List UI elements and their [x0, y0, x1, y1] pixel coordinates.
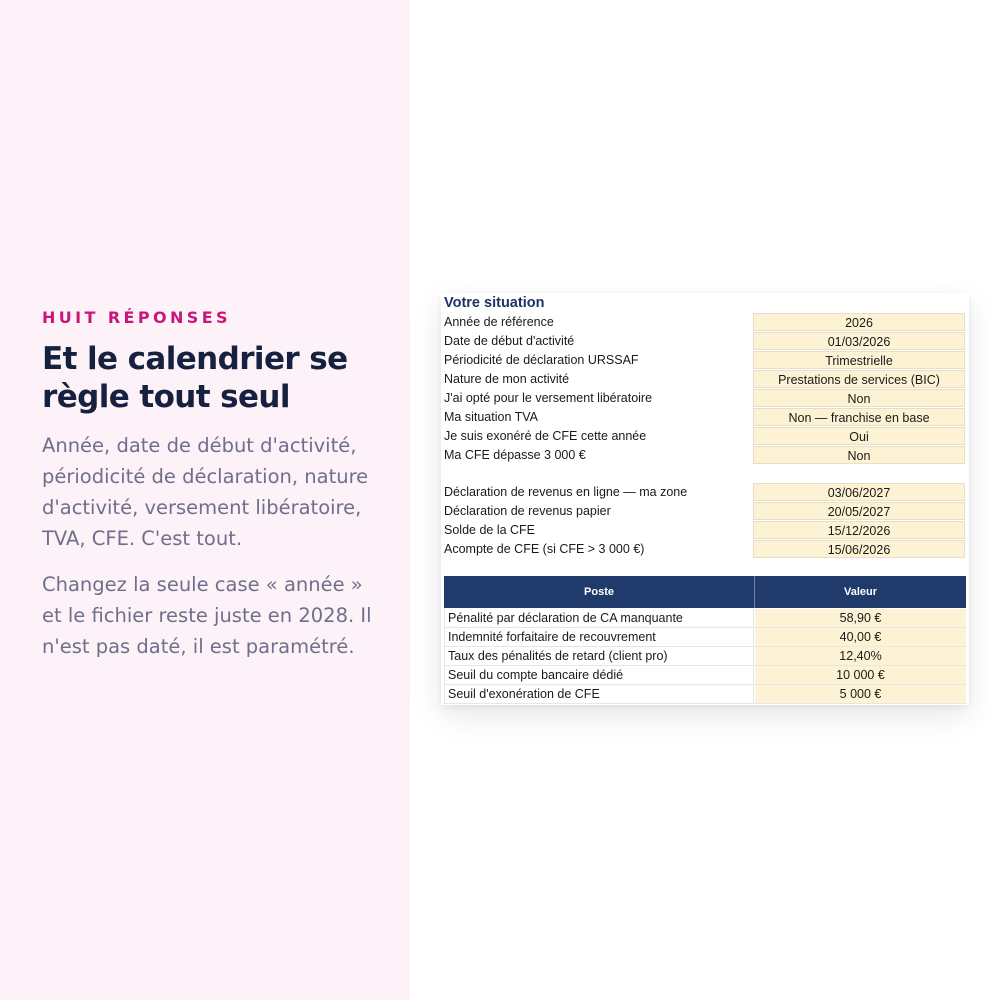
date-label: Solde de la CFE — [444, 523, 536, 537]
date-value-cell[interactable]: 20/05/2027 — [753, 502, 965, 520]
valeur-cell[interactable]: 10 000 € — [755, 666, 966, 684]
situation-row — [441, 427, 969, 446]
date-value-cell[interactable]: 15/12/2026 — [753, 521, 965, 539]
situation-label: J'ai opté pour le versement libératoire — [444, 391, 653, 405]
poste-cell[interactable]: Indemnité forfaitaire de recouvrement — [444, 628, 754, 646]
situation-row — [441, 389, 969, 408]
date-label: Déclaration de revenus en ligne — ma zone — [444, 485, 688, 499]
poste-cell[interactable]: Seuil d'exonération de CFE — [444, 685, 754, 703]
situation-value-cell[interactable]: Trimestrielle — [753, 351, 965, 369]
situation-value-cell[interactable]: Prestations de services (BIC) — [753, 370, 965, 388]
situation-row — [441, 332, 969, 351]
headline: Et le calendrier se règle tout seul — [42, 341, 348, 415]
table-row — [444, 628, 966, 647]
date-row — [441, 502, 969, 521]
date-value-cell[interactable]: 03/06/2027 — [753, 483, 965, 501]
situation-label: Périodicité de déclaration URSSAF — [444, 353, 639, 367]
intro-paragraph: Année, date de début d'activité, périodicité de déclaration, nature d'activité, versement libératoire, TVA, CFE. C'est tout. — [42, 434, 369, 550]
situation-value-cell[interactable]: Oui — [753, 427, 965, 445]
table-row — [444, 666, 966, 685]
valeur-cell[interactable]: 40,00 € — [755, 628, 966, 646]
poste-cell[interactable]: Seuil du compte bancaire dédié — [444, 666, 754, 684]
column-header-poste: Poste — [444, 576, 755, 608]
situation-value-cell[interactable]: 01/03/2026 — [753, 332, 965, 350]
left-panel — [0, 0, 410, 1000]
poste-cell[interactable]: Pénalité par déclaration de CA manquante — [444, 609, 754, 627]
spreadsheet-card — [441, 293, 969, 705]
table-header — [444, 576, 966, 608]
table-row — [444, 609, 966, 628]
situation-label: Année de référence — [444, 315, 554, 329]
situation-label: Ma CFE dépasse 3 000 € — [444, 448, 586, 462]
situation-row — [441, 313, 969, 332]
valeur-cell[interactable]: 12,40% — [755, 647, 966, 665]
situation-value-cell[interactable]: Non — franchise en base — [753, 408, 965, 426]
situation-row — [441, 408, 969, 427]
situation-label: Nature de mon activité — [444, 372, 570, 386]
poste-cell[interactable]: Taux des pénalités de retard (client pro) — [444, 647, 754, 665]
kicker-label: HUIT RÉPONSES — [42, 308, 231, 327]
situation-value-cell[interactable]: Non — [753, 446, 965, 464]
date-row — [441, 483, 969, 502]
valeur-cell[interactable]: 5 000 € — [755, 685, 966, 703]
situation-label: Je suis exonéré de CFE cette année — [444, 429, 647, 443]
table-row — [444, 647, 966, 666]
situation-label: Ma situation TVA — [444, 410, 539, 424]
situation-value-cell[interactable]: 2026 — [753, 313, 965, 331]
date-row — [441, 540, 969, 559]
table-row — [444, 685, 966, 704]
date-label: Acompte de CFE (si CFE > 3 000 €) — [444, 542, 645, 556]
date-value-cell[interactable]: 15/06/2026 — [753, 540, 965, 558]
sheet-title: Votre situation — [444, 295, 545, 311]
column-header-valeur: Valeur — [843, 586, 878, 598]
situation-value-cell[interactable]: Non — [753, 389, 965, 407]
date-row — [441, 521, 969, 540]
situation-label: Date de début d'activité — [444, 334, 575, 348]
detail-paragraph: Changez la seule case « année » et le fichier reste juste en 2028. Il n'est pas daté, il est paramétré. — [42, 573, 372, 658]
situation-row — [441, 351, 969, 370]
date-label: Déclaration de revenus papier — [444, 504, 611, 518]
situation-row — [441, 370, 969, 389]
valeur-cell[interactable]: 58,90 € — [755, 609, 966, 627]
situation-row — [441, 446, 969, 465]
